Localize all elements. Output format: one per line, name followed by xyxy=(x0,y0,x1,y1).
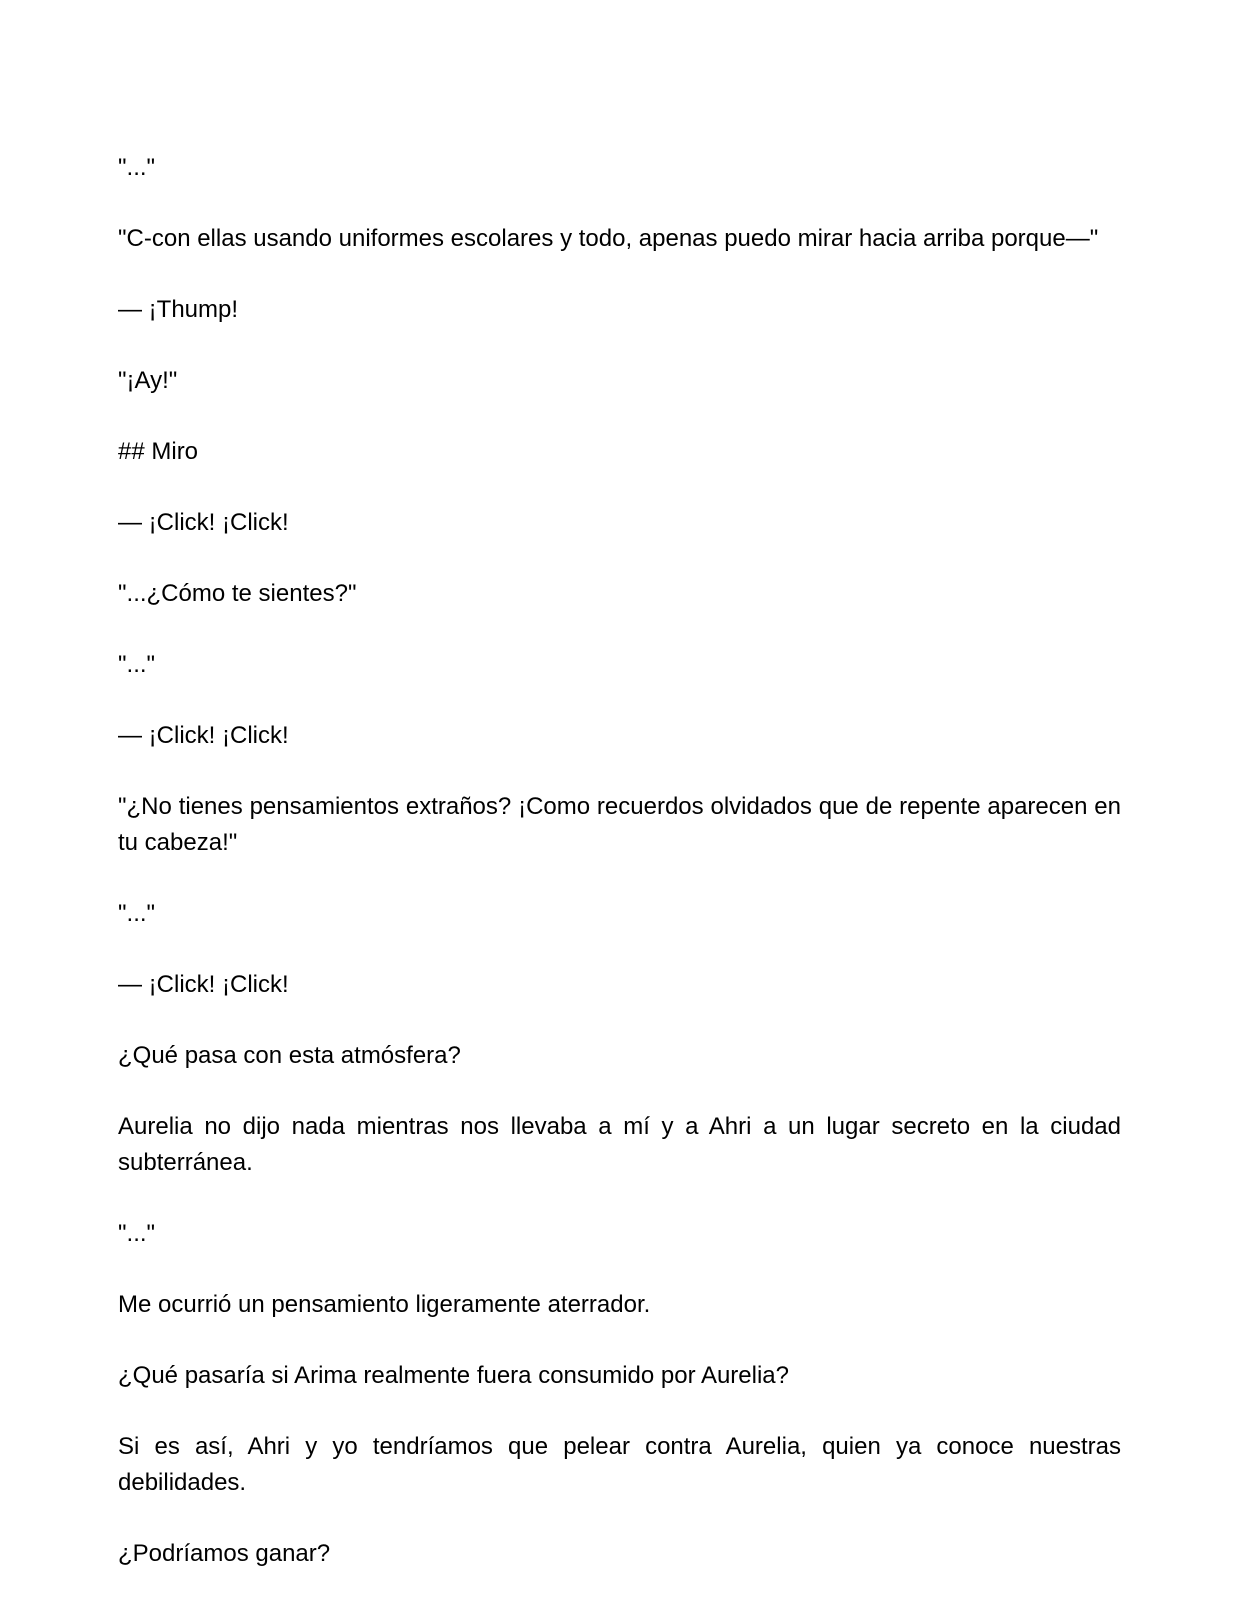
paragraph: ¿Qué pasaría si Arima realmente fuera consumido por Aurelia? xyxy=(118,1362,790,1389)
paragraph: ¿Podríamos ganar? xyxy=(118,1540,331,1567)
section-heading: ## Miro xyxy=(118,438,199,465)
paragraph: "¿No tienes pensamientos extraños? ¡Como recuerdos olvidados que de repente aparecen en tu cabeza!" xyxy=(118,793,1121,856)
text-body xyxy=(118,150,1121,1572)
paragraph: "¡Ay!" xyxy=(118,367,178,394)
paragraph: — ¡Thump! xyxy=(118,296,239,323)
paragraph: "..." xyxy=(118,900,156,927)
paragraph: Aurelia no dijo nada mientras nos llevaba a mí y a Ahri a un lugar secreto en la ciudad subterránea. xyxy=(118,1113,1121,1176)
paragraph: Si es así, Ahri y yo tendríamos que pelear contra Aurelia, quien ya conoce nuestras debilidades. xyxy=(118,1433,1121,1496)
paragraph: Me ocurrió un pensamiento ligeramente aterrador. xyxy=(118,1291,651,1318)
paragraph: — ¡Click! ¡Click! xyxy=(118,971,289,998)
paragraph: — ¡Click! ¡Click! xyxy=(118,509,289,536)
paragraph: "..." xyxy=(118,154,156,181)
paragraph: "C-con ellas usando uniformes escolares y todo, apenas puedo mirar hacia arriba porque—" xyxy=(118,225,1099,252)
paragraph: "..." xyxy=(118,651,156,678)
paragraph: "...¿Cómo te sientes?" xyxy=(118,580,357,607)
paragraph: — ¡Click! ¡Click! xyxy=(118,722,289,749)
paragraph: "..." xyxy=(118,1220,156,1247)
paragraph: ¿Qué pasa con esta atmósfera? xyxy=(118,1042,461,1069)
